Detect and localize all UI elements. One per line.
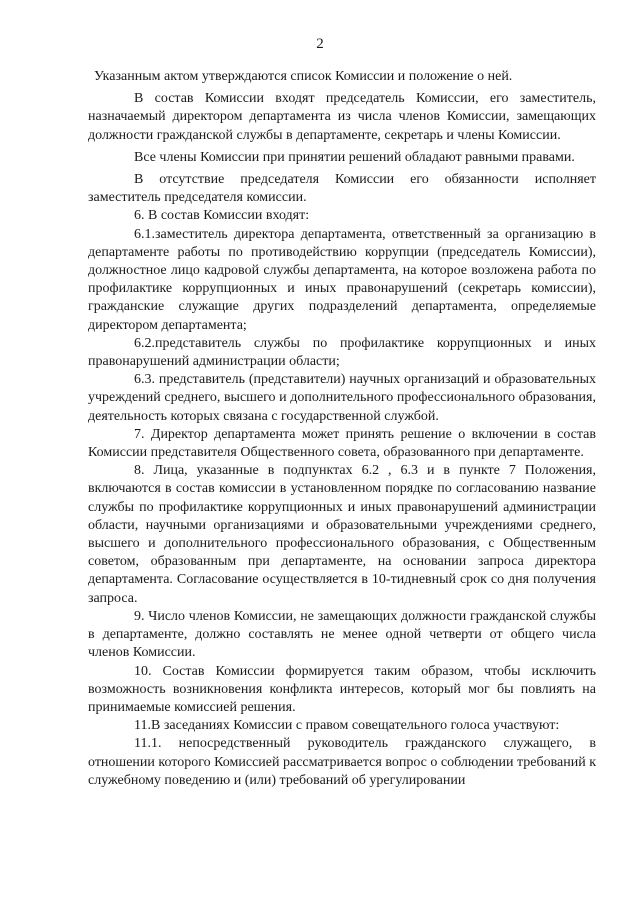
- paragraph-item-11-1: 11.1. непосредственный руководитель гражданского служащего, в отношении которого Комиссией рассматривается вопрос о соблюдении требований к служебному поведению и (или) требований об урегулировании: [88, 736, 596, 788]
- paragraph-commission-composition: В состав Комиссии входят председатель Комиссии, его заместитель, назначаемый директором департамента из числа членов Комиссии, замещающих должности гражданской службы в департаменте, секретарь и члены Комиссии.: [88, 91, 596, 143]
- page-number: 2: [316, 36, 324, 52]
- document-body: [88, 68, 596, 790]
- paragraph-item-10: 10. Состав Комиссии формируется таким образом, чтобы исключить возможность возникновения конфликта интересов, который мог бы повлиять на принимаемые комиссией решения.: [88, 663, 596, 715]
- paragraph-item-11: 11.В заседаниях Комиссии с правом совещательного голоса участвуют:: [134, 718, 560, 734]
- paragraph-equal-rights: Все члены Комиссии при принятии решений обладают равными правами.: [134, 149, 575, 165]
- paragraph-item-9: 9. Число членов Комиссии, не замещающих должности гражданской службы в департаменте, должно составлять не менее одной четверти от общего числа членов Комиссии.: [88, 608, 596, 661]
- paragraph-item-7: 7. Директор департамента может принять решение о включении в состав Комиссии представителя Общественного совета, образованного при департаменте.: [88, 426, 596, 461]
- paragraph-item-6-2: 6.2.представитель службы по профилактике коррупционных и иных правонарушений администрации области;: [88, 335, 596, 370]
- paragraph-item-8: 8. Лица, указанные в подпунктах 6.2 , 6.3 и в пункте 7 Положения, включаются в состав комиссии в установленном порядке по согласованию название службы по профилактике коррупционных и иных правонарушений администрации области, научными организациями и образовательными учреждениями среднего, высшего и дополнительного профессионального образования, с Общественным советом, образованным при департаменте, на основании запроса директора департамента. Согласование осуществляется в 10-тидневный срок со дня получения запроса.: [88, 463, 596, 606]
- paragraph-list-approval: Указанным актом утверждаются список Комиссии и положение о ней.: [94, 69, 513, 84]
- paragraph-item-6-1: 6.1.заместитель директора департамента, ответственный за организацию в департаменте работы по противодействию коррупции (председатель Комиссии), должностное лицо кадровой службы департамента, на которое возложена работа по профилактике коррупционных и иных правонарушений (секретарь комиссии), гражданские служащие других подразделений департамента, определяемые директором департамента;: [88, 226, 596, 333]
- paragraph-item-6: 6. В состав Комиссии входят:: [134, 208, 310, 224]
- paragraph-chair-absence: В отсутствие председателя Комиссии его обязанности исполняет заместитель председателя комиссии.: [88, 172, 596, 206]
- paragraph-item-6-3: 6.3. представитель (представители) научных организаций и образовательных учреждений среднего, высшего и дополнительного профессионального образования, деятельность которых связана с государственной службой.: [88, 372, 596, 424]
